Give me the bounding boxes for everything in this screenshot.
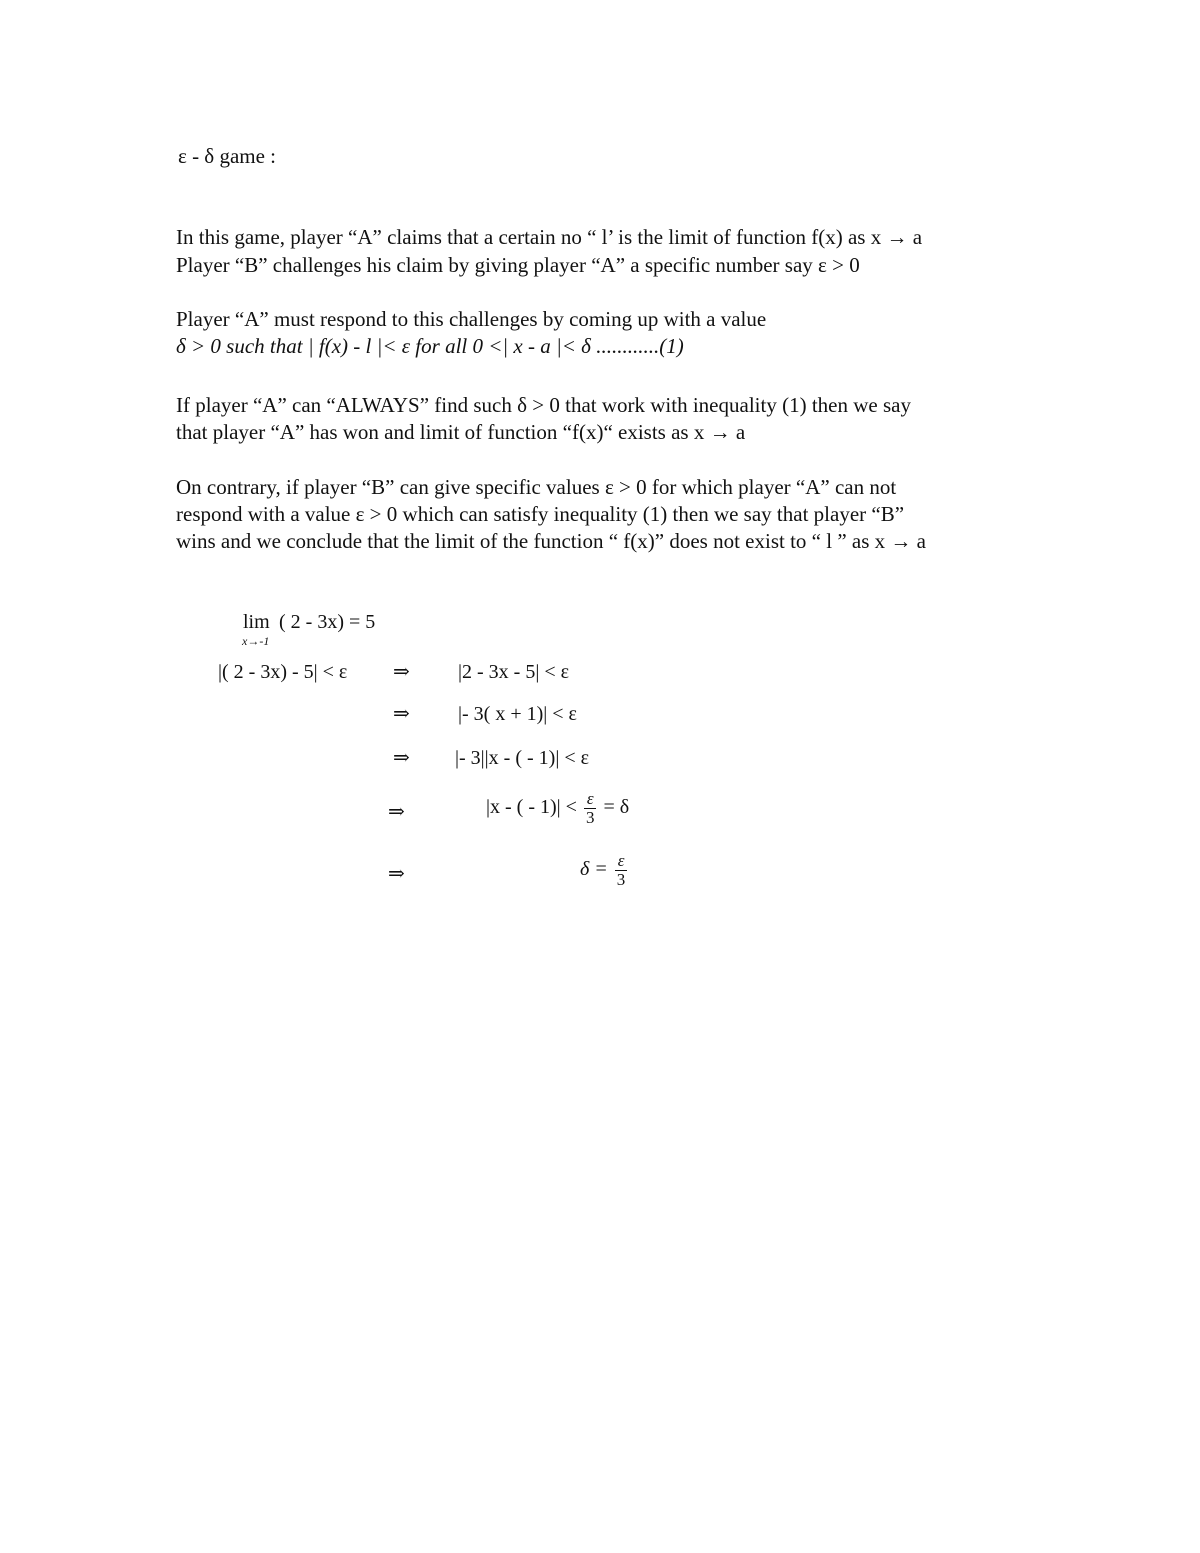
step-4-numerator: ε: [584, 790, 597, 809]
step-1-rhs: |2 - 3x - 5| < ε: [458, 661, 570, 683]
implies-arrow-4: ⇒: [388, 801, 405, 823]
paragraph-4-line-2: respond with a value ε > 0 which can satisfy inequality (1) then we say that player “B”: [176, 502, 905, 526]
paragraph-1-line-2: Player “B” challenges his claim by giving player “A” a specific number say ε > 0: [176, 253, 860, 277]
step-3-rhs: |- 3||x - ( - 1)| < ε: [455, 747, 589, 769]
implies-arrow-2: ⇒: [393, 703, 410, 725]
paragraph-1-line-1: In this game, player “A” claims that a certain no “ l’ is the limit of function f(x) as x → a: [176, 225, 923, 249]
step-4-denominator: 3: [585, 808, 595, 827]
paragraph-3-line-2: that player “A” has won and limit of function “f(x)“ exists as x → a: [176, 420, 746, 444]
paragraph-4-line-1: On contrary, if player “B” can give specific values ε > 0 for which player “A” can not: [176, 475, 897, 499]
step-5-denominator: 3: [616, 870, 626, 889]
step-4-left: |x - ( - 1)| <: [486, 796, 577, 819]
page-title: ε - δ game :: [178, 144, 277, 168]
step-4-right: = δ: [603, 796, 630, 819]
implies-arrow-5: ⇒: [388, 863, 405, 885]
limit-operator: lim: [243, 611, 270, 633]
limit-expression: ( 2 - 3x) = 5: [279, 611, 376, 633]
step-5-left: δ =: [580, 858, 608, 881]
step-5-numerator: ε: [615, 852, 628, 871]
step-4-expression: [486, 790, 629, 827]
step-2-rhs: |- 3( x + 1)| < ε: [458, 703, 577, 725]
step-1-lhs: |( 2 - 3x) - 5| < ε: [218, 661, 348, 683]
paragraph-2-line-1: Player “A” must respond to this challenges by coming up with a value: [176, 307, 767, 331]
paragraph-3-line-1: If player “A” can “ALWAYS” find such δ > 0 that work with inequality (1) then we say: [176, 393, 911, 417]
implies-arrow-3: ⇒: [393, 747, 410, 769]
implies-arrow-1: ⇒: [393, 661, 410, 683]
paragraph-2-line-2-inequality: δ > 0 such that | f(x) - l |< ε for all 0 <| x - a |< δ ............(1): [176, 334, 684, 358]
step-5-expression: [580, 852, 629, 889]
step-4-fraction: [584, 790, 597, 827]
step-5-fraction: [615, 852, 628, 889]
paragraph-4-line-3: wins and we conclude that the limit of the function “ f(x)” does not exist to “ l ” as x → a: [176, 529, 926, 553]
limit-subscript: x→-1: [242, 634, 270, 648]
